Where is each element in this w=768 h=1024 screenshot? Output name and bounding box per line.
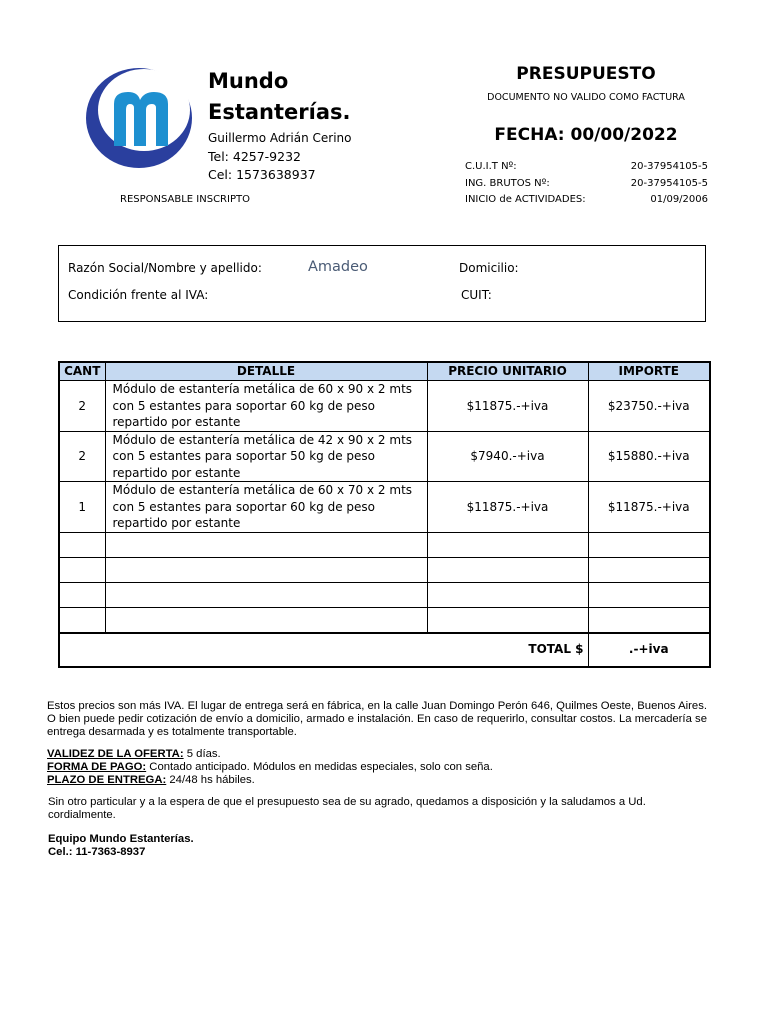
header-detalle: DETALLE bbox=[105, 362, 427, 381]
document-title: PRESUPUESTO bbox=[516, 64, 656, 84]
table-total-row bbox=[59, 633, 710, 667]
plazo-label: PLAZO DE ENTREGA: bbox=[47, 774, 167, 786]
pago-line bbox=[47, 761, 707, 774]
info-value: 20-37954105-5 bbox=[630, 161, 708, 172]
table-header-row bbox=[59, 362, 710, 381]
cell-precio: $11875.-+iva bbox=[427, 381, 588, 432]
header-importe: IMPORTE bbox=[588, 362, 710, 381]
notes-section bbox=[47, 700, 707, 859]
tax-status: RESPONSABLE INSCRIPTO bbox=[120, 194, 250, 205]
company-cel: Cel: 1573638937 bbox=[208, 167, 316, 182]
client-cuit-label: CUIT: bbox=[461, 288, 492, 302]
info-label: C.U.I.T Nº: bbox=[465, 161, 517, 172]
total-value: .-+iva bbox=[588, 633, 710, 667]
info-label: INICIO de ACTIVIDADES: bbox=[465, 194, 586, 205]
client-name-value: Amadeo bbox=[308, 259, 368, 275]
table-row bbox=[59, 381, 710, 432]
company-name-line1: Mundo bbox=[208, 69, 289, 93]
cell-detalle: Módulo de estantería metálica de 60 x 90 x 2 mts con 5 estantes para soportar 60 kg de peso repartido por estante bbox=[105, 381, 427, 432]
table-row-empty bbox=[59, 532, 710, 557]
cell-cant: 2 bbox=[59, 381, 105, 432]
info-value: 20-37954105-5 bbox=[630, 178, 708, 189]
company-tel: Tel: 4257-9232 bbox=[208, 149, 301, 164]
cell-detalle: Módulo de estantería metálica de 60 x 70 x 2 mts con 5 estantes para soportar 60 kg de peso repartido por estante bbox=[105, 482, 427, 533]
header-cant: CANT bbox=[59, 362, 105, 381]
table-row-empty bbox=[59, 582, 710, 607]
company-logo bbox=[84, 66, 194, 170]
document-date: FECHA: 00/00/2022 bbox=[494, 125, 678, 145]
client-iva-label: Condición frente al IVA: bbox=[68, 288, 209, 302]
company-name-line2: Estanterías. bbox=[208, 100, 351, 124]
items-table bbox=[58, 361, 711, 668]
table-row bbox=[59, 431, 710, 482]
total-label: TOTAL $ bbox=[59, 633, 588, 667]
company-owner: Guillermo Adrián Cerino bbox=[208, 131, 352, 145]
client-name-label: Razón Social/Nombre y apellido: bbox=[68, 261, 262, 275]
pago-value: Contado anticipado. Módulos en medidas especiales, solo con seña. bbox=[146, 761, 493, 773]
cell-cant: 1 bbox=[59, 482, 105, 533]
validez-line bbox=[47, 748, 707, 761]
info-row-cuit bbox=[465, 160, 708, 173]
info-row-inicio bbox=[465, 193, 708, 206]
signature-line1: Equipo Mundo Estanterías. bbox=[48, 833, 194, 845]
client-box bbox=[58, 245, 706, 322]
table-row-empty bbox=[59, 607, 710, 633]
info-value: 01/09/2006 bbox=[650, 194, 708, 205]
client-address-label: Domicilio: bbox=[459, 261, 519, 275]
info-row-iibb bbox=[465, 177, 708, 190]
cell-precio: $11875.-+iva bbox=[427, 482, 588, 533]
cell-precio: $7940.-+iva bbox=[427, 431, 588, 482]
validez-label: VALIDEZ DE LA OFERTA: bbox=[47, 748, 184, 760]
table-row-empty bbox=[59, 557, 710, 582]
cell-importe: $23750.-+iva bbox=[588, 381, 710, 432]
table-row bbox=[59, 482, 710, 533]
cell-importe: $11875.-+iva bbox=[588, 482, 710, 533]
notes-paragraph: Estos precios son más IVA. El lugar de entrega será en fábrica, en la calle Juan Domingo Perón 646, Quilmes Oeste, Buenos Aires. O bien puede pedir cotización de envío a domicilio, armado e instalación. En caso de requerirlo, consultar costos. La mercadería se entrega desarmada y es totalmente transportable. bbox=[47, 700, 707, 738]
cell-detalle: Módulo de estantería metálica de 42 x 90 x 2 mts con 5 estantes para soportar 50 kg de peso repartido por estante bbox=[105, 431, 427, 482]
plazo-value: 24/48 hs hábiles. bbox=[166, 774, 255, 786]
validez-value: 5 días. bbox=[183, 748, 221, 760]
header-precio: PRECIO UNITARIO bbox=[427, 362, 588, 381]
cell-importe: $15880.-+iva bbox=[588, 431, 710, 482]
plazo-line bbox=[47, 774, 707, 787]
closing-paragraph: Sin otro particular y a la espera de que el presupuesto sea de su agrado, quedamos a disposición y la saludamos a Ud. cordialmente. bbox=[48, 796, 646, 821]
document-subtitle: DOCUMENTO NO VALIDO COMO FACTURA bbox=[487, 92, 685, 103]
cell-cant: 2 bbox=[59, 431, 105, 482]
info-label: ING. BRUTOS Nº: bbox=[465, 178, 550, 189]
pago-label: FORMA DE PAGO: bbox=[47, 761, 147, 773]
signature-line2: Cel.: 11-7363-8937 bbox=[48, 846, 146, 858]
